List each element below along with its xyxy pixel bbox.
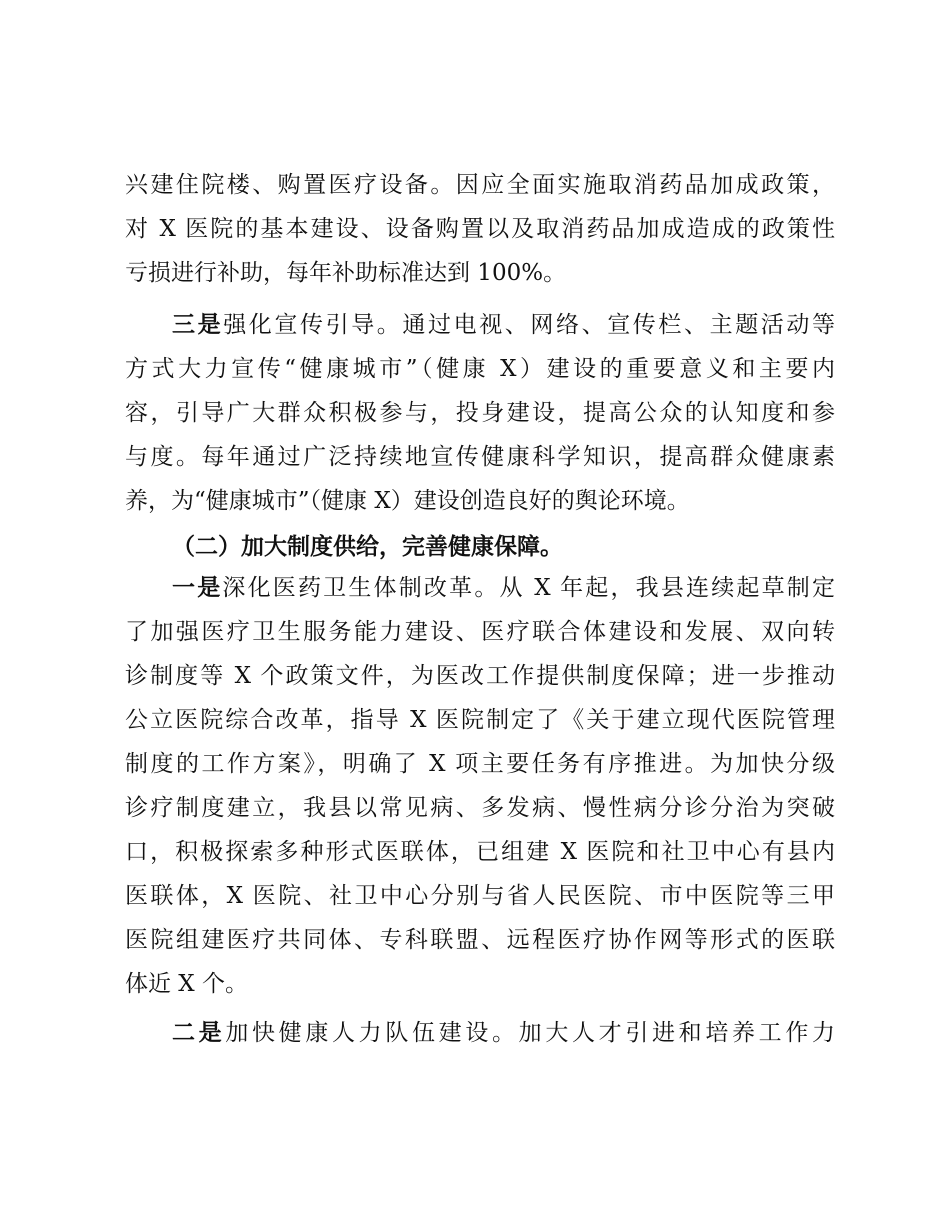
body-line [125,874,835,918]
body-line [125,435,835,479]
body-line [125,207,835,251]
paragraph-lead: 二是 [172,1019,226,1046]
line-text: 医联体，X 医院、社卫中心分别与省人民医院、市中医院等三甲 [125,883,835,909]
line-text: 深化医药卫生体制改革。从 X 年起，我县连续起草制定 [222,575,836,601]
body-line [125,830,835,874]
paragraph-lead: 三是 [172,311,224,338]
line-text: 公立医院综合改革，指导 X 医院制定了《关于建立现代医院管理 [125,707,835,733]
body-line [125,479,835,523]
body-line [125,918,835,962]
line-text: 容，引导广大群众积极参与，投身建设，提高公众的认知度和参 [125,400,835,426]
body-line [125,654,835,698]
line-text: 了加强医疗卫生服务能力建设、医疗联合体建设和发展、双向转 [125,619,835,645]
line-text: 亏损进行补助，每年补助标准达到 100%。 [125,260,567,286]
line-text: 体近 X 个。 [125,971,248,997]
line-text: 与度。每年通过广泛持续地宣传健康科学知识，提高群众健康素 [125,444,835,470]
line-text: 口，积极探索多种形式医联体，已组建 X 医院和社卫中心有县内 [125,839,835,865]
paragraph-first-line [172,303,835,347]
body-line [125,163,835,207]
line-text: 养，为“健康城市”（健康 X）建设创造良好的舆论环境。 [125,488,690,514]
body-line [125,347,835,391]
line-text: 诊制度等 X 个政策文件，为医改工作提供制度保障；进一步推动 [125,663,835,689]
body-line [125,962,835,1006]
line-text: 制度的工作方案》，明确了 X 项主要任务有序推进。为加快分级 [125,751,835,777]
body-line [125,251,835,295]
body-line [125,786,835,830]
paragraph-first-line [172,1011,835,1055]
body-line [125,610,835,654]
line-text: 诊疗制度建立，我县以常见病、多发病、慢性病分诊分治为突破 [125,795,835,821]
line-text: 方式大力宣传“健康城市”（健康 X）建设的重要意义和主要内 [125,356,835,382]
line-text: 强化宣传引导。通过电视、网络、宣传栏、主题活动等 [223,312,836,338]
line-text: 对 X 医院的基本建设、设备购置以及取消药品加成造成的政策性 [125,216,835,242]
section-heading [172,525,835,569]
paragraph-lead: 一是 [172,574,223,601]
section-heading-text: （二）加大制度供给，完善健康保障。 [172,533,563,560]
line-text: 加快健康人力队伍建设。加大人才引进和培养工作力 [225,1020,836,1046]
paragraph-first-line [172,566,835,610]
body-line [125,742,835,786]
body-line [125,698,835,742]
line-text: 医院组建医疗共同体、专科联盟、远程医疗协作网等形式的医联 [125,927,835,953]
body-line [125,391,835,435]
line-text: 兴建住院楼、购置医疗设备。因应全面实施取消药品加成政策， [125,172,835,198]
